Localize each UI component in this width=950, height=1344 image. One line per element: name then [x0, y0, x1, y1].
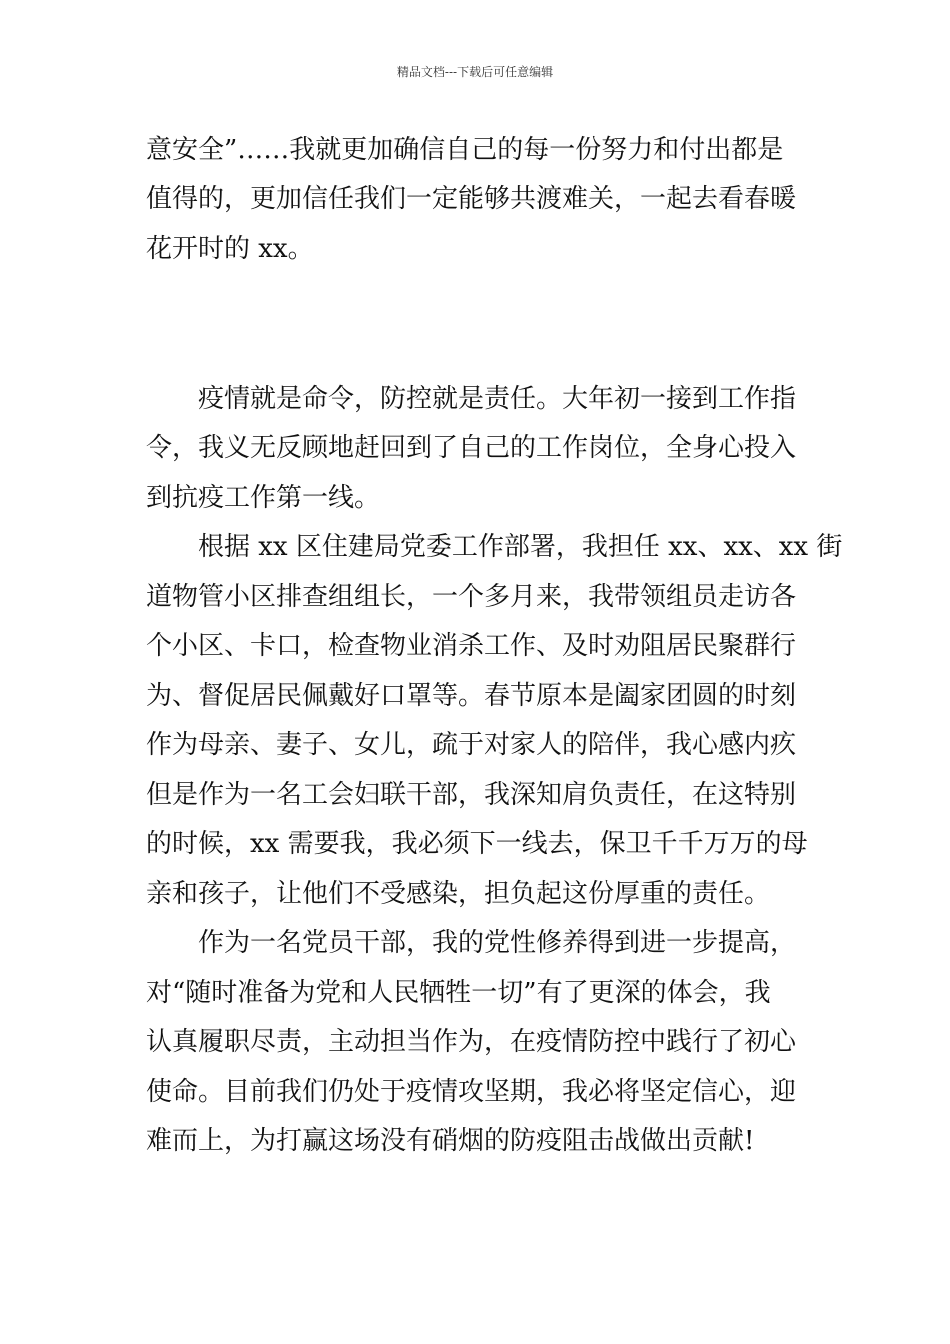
text-line: 的时候，xx 需要我，我必须下一线去，保卫千千万万的母	[146, 829, 808, 859]
text-line: 道物管小区排查组组长，一个多月来，我带领组员走访各	[146, 582, 797, 612]
text-line: 意安全”……我就更加确信自己的每一份努力和付出都是	[146, 135, 784, 165]
text-line: 作为一名党员干部，我的党性修养得到进一步提高，	[198, 928, 797, 958]
text-line: 值得的，更加信任我们一定能够共渡难关，一起去看春暖	[146, 184, 797, 214]
text-line: 到抗疫工作第一线。	[146, 483, 381, 513]
text-line: 作为母亲、妻子、女儿，疏于对家人的陪伴，我心感内疚	[146, 730, 797, 760]
text-line: 个小区、卡口，检查物业消杀工作、及时劝阻居民聚群行	[146, 631, 797, 661]
text-line: 难而上，为打赢这场没有硝烟的防疫阻击战做出贡献!	[146, 1126, 755, 1156]
text-line: 花开时的 xx。	[146, 234, 314, 264]
text-line: 但是作为一名工会妇联干部，我深知肩负责任，在这特别	[146, 780, 797, 810]
text-line: 认真履职尽责，主动担当作为，在疫情防控中践行了初心	[146, 1027, 797, 1057]
text-line: 对“随时准备为党和人民牺牲一切”有了更深的体会，我	[146, 978, 771, 1008]
page-header: 精品文档---下载后可任意编辑	[396, 65, 554, 79]
text-line: 为、督促居民佩戴好口罩等。春节原本是阖家团圆的时刻	[146, 681, 797, 711]
text-line: 亲和孩子，让他们不受感染，担负起这份厚重的责任。	[146, 879, 771, 909]
text-line: 疫情就是命令，防控就是责任。大年初一接到工作指	[198, 384, 797, 414]
text-line: 令，我义无反顾地赶回到了自己的工作岗位，全身心投入	[146, 433, 797, 463]
text-line: 使命。目前我们仍处于疫情攻坚期，我必将坚定信心，迎	[146, 1077, 797, 1107]
text-line: 根据 xx 区住建局党委工作部署，我担任 xx、xx、xx 街	[198, 532, 843, 562]
